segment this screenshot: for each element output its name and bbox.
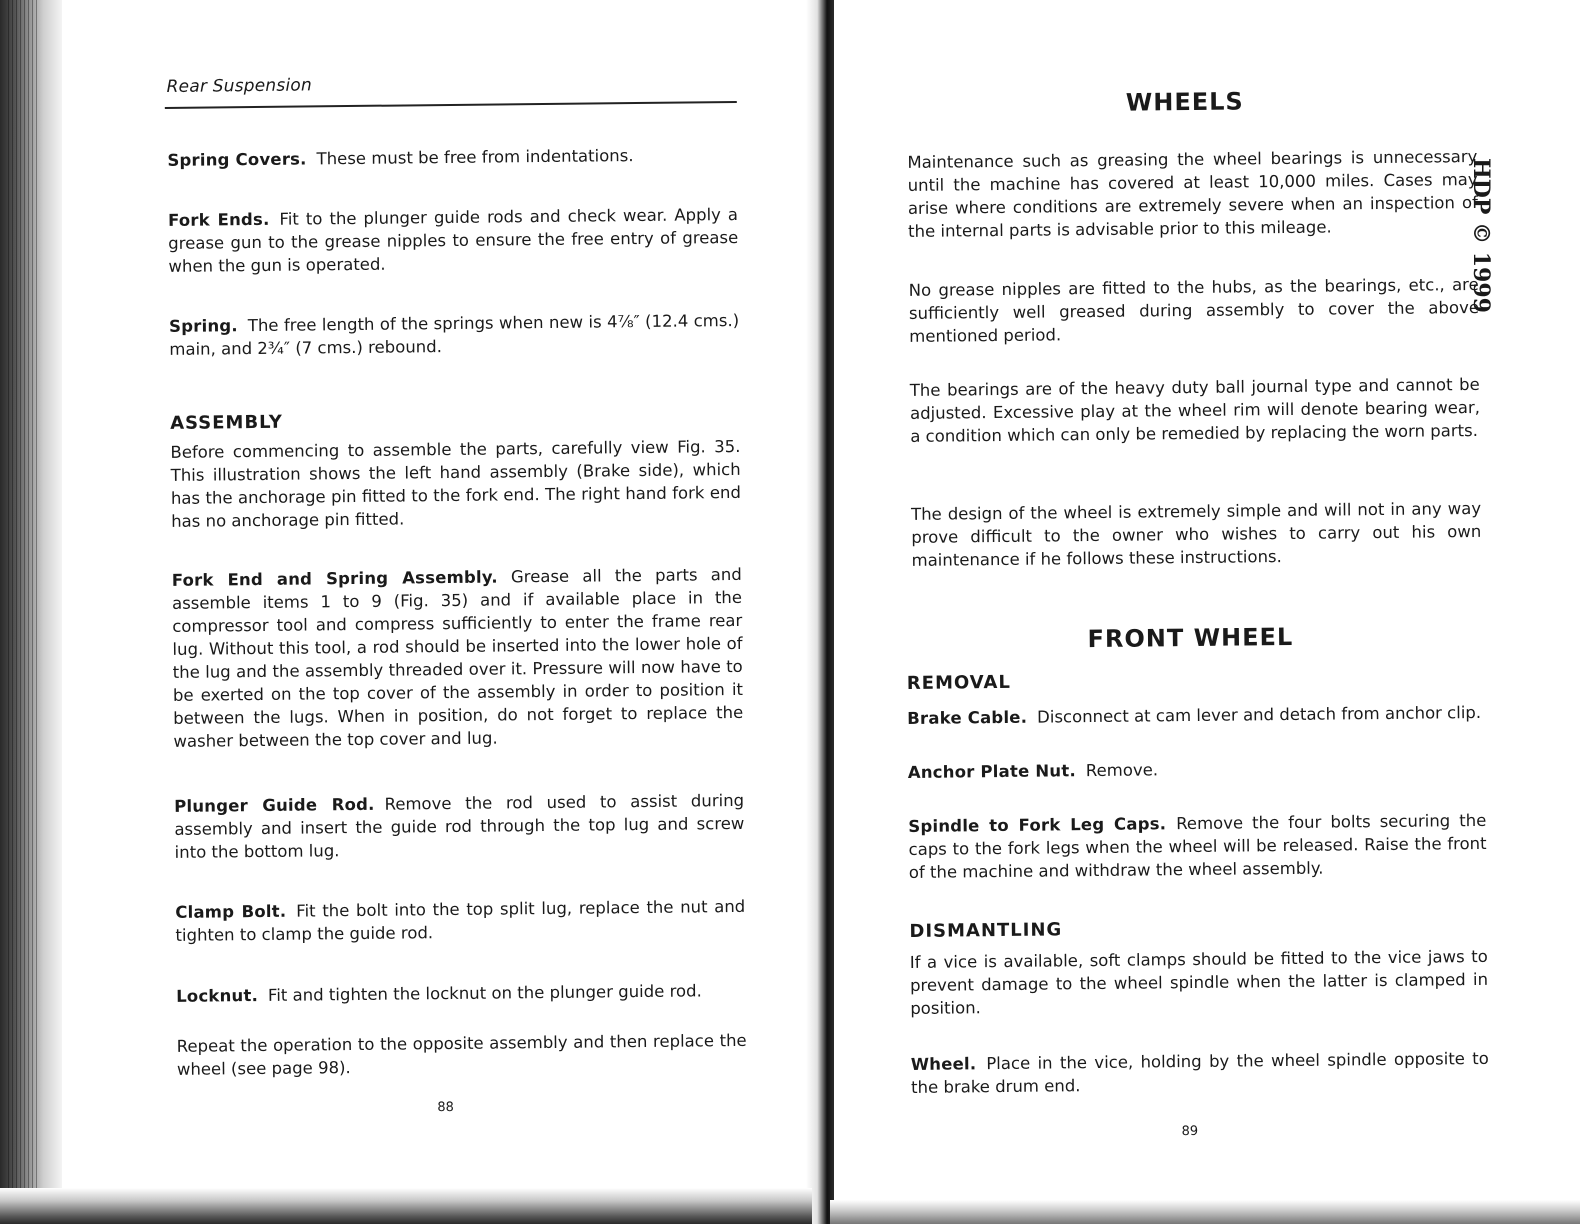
left-page [144,0,757,1227]
spring-text-before: The free length of the springs when new is [247,312,602,336]
spindle-caps-text: Remove the four bolts securing the caps to the fork legs when the wheel will be released. Raise the front of the machine and withdraw the wheel assembly. [908,810,1487,882]
locknut-para [176,979,746,1008]
fork-end-spring-title: Fork End and Spring Assembly. [171,567,498,590]
assembly-heading: ASSEMBLY [170,411,283,434]
running-head: Rear Suspension [166,75,313,97]
wheel-para [911,1047,1489,1099]
clamp-bolt-title: Clamp Bolt. [175,901,287,922]
copyright-text: HDP © 1999 [1468,158,1494,313]
spring-covers-text: These must be free from indentations. [316,146,634,169]
left-binding-edge [0,0,62,1224]
fork-ends-text: Fit to the plunger guide rods and check wear. Apply a grease gun to the grease nipples to ensure the free entry of grease when the gun is operated. [168,204,739,276]
front-wheel-heading: FRONT WHEEL [1087,622,1294,654]
anchor-plate-nut-para [908,755,1488,784]
brake-cable-text: Disconnect at cam lever and detach from anchor clip. [1037,702,1482,727]
locknut-title: Locknut. [176,986,259,1006]
spring-para [169,309,739,361]
wheels-heading: WHEELS [1125,87,1244,117]
page-number-right: 89 [1181,1123,1199,1140]
spring-text-after: (7 cms.) rebound. [295,337,442,358]
dismantling-text: If a vice is available, soft clamps should be fitted to the vice jaws to prevent damage to the wheel spindle when the latter is clamped in position. [909,946,1489,1018]
spring-title: Spring. [169,316,238,336]
plunger-guide-rod-para [174,789,745,864]
center-gutter [806,0,834,1224]
fork-ends-title: Fork Ends. [167,209,270,230]
spindle-caps-para [908,809,1487,884]
spring-rebound-length: 2¾″ [257,338,291,359]
brake-cable-title: Brake Cable. [907,707,1028,728]
fork-ends-para [168,203,739,278]
anchor-plate-nut-title: Anchor Plate Nut. [907,761,1076,782]
wheels-para-1: Maintenance such as greasing the wheel bearings is unnecessary until the machine has covered at least 10,000 miles. Cases may arise where conditions are extremely severe when an inspection of the internal parts is advisable prior to this mileage. [907,146,1478,241]
fork-end-spring-text: Grease all the parts and assemble items 1 to 9 (Fig. 35) and if available place in the compressor tool and compress sufficiently to enter the frame rear lug. Without this tool, a rod should be inserted into the lower hole of the lug and the assembly threaded over it. Pressure will now have to be exerted on the top cover of the assembly in order to position it between the lugs. When in position, do not forget to replace the washer between the top cover and lug. [171,564,744,751]
wheel-title: Wheel. [910,1054,977,1074]
spindle-caps-title: Spindle to Fork Leg Caps. [908,814,1167,836]
wheel-text: Place in the vice, holding by the wheel spindle opposite to the brake drum end. [910,1048,1489,1097]
header-rule [165,101,737,109]
spring-covers-title: Spring Covers. [167,149,307,170]
plunger-guide-rod-text: Remove the rod used to assist during assembly and insert the guide rod through the top lug and screw into the bottom lug. [174,790,745,862]
spring-covers-para [167,143,737,172]
plunger-guide-rod-title: Plunger Guide Rod. [174,794,375,816]
wheels-para-3: The bearings are of the heavy duty ball journal type and cannot be adjusted. Excessive play at the wheel rim will denote bearing wear, a condition which can only be remedied by replacing the worn parts. [909,374,1481,446]
removal-heading: REMOVAL [906,671,1011,694]
assembly-text: Before commencing to assemble the parts, carefully view Fig. 35. This illustration shows the left hand assembly (Brake side), which has the anchorage pin fitted to the fork end. The right hand fork end has no anchorage pin fitted. [170,436,741,531]
clamp-bolt-text: Fit the bolt into the top split lug, replace the nut and tighten to clamp the guide rod. [175,896,746,945]
anchor-plate-nut-text: Remove. [1085,760,1159,781]
repeat-text: Repeat the operation to the opposite assembly and then replace the wheel (see page 98). [176,1030,747,1079]
locknut-text: Fit and tighten the locknut on the plunger guide rod. [267,981,702,1005]
spring-text-middle: (12.4 cms.) main, and [169,310,740,359]
page-number-left: 88 [437,1099,454,1116]
right-page [884,0,1497,1227]
wheels-para-4: The design of the wheel is extremely simple and will not in any way prove difficult to the owner who wishes to carry out his own maintenance if he follows these instructions. [910,498,1482,570]
spring-main-length: 4⅞″ [606,311,640,332]
brake-cable-para [907,701,1487,730]
dismantling-heading: DISMANTLING [909,919,1063,942]
wheels-para-2: No grease nipples are fitted to the hubs, as the bearings, etc., are sufficiently well greased during assembly to cover the above mentioned period. [908,274,1480,346]
fork-end-spring-para [172,563,744,753]
clamp-bolt-para [175,895,745,947]
